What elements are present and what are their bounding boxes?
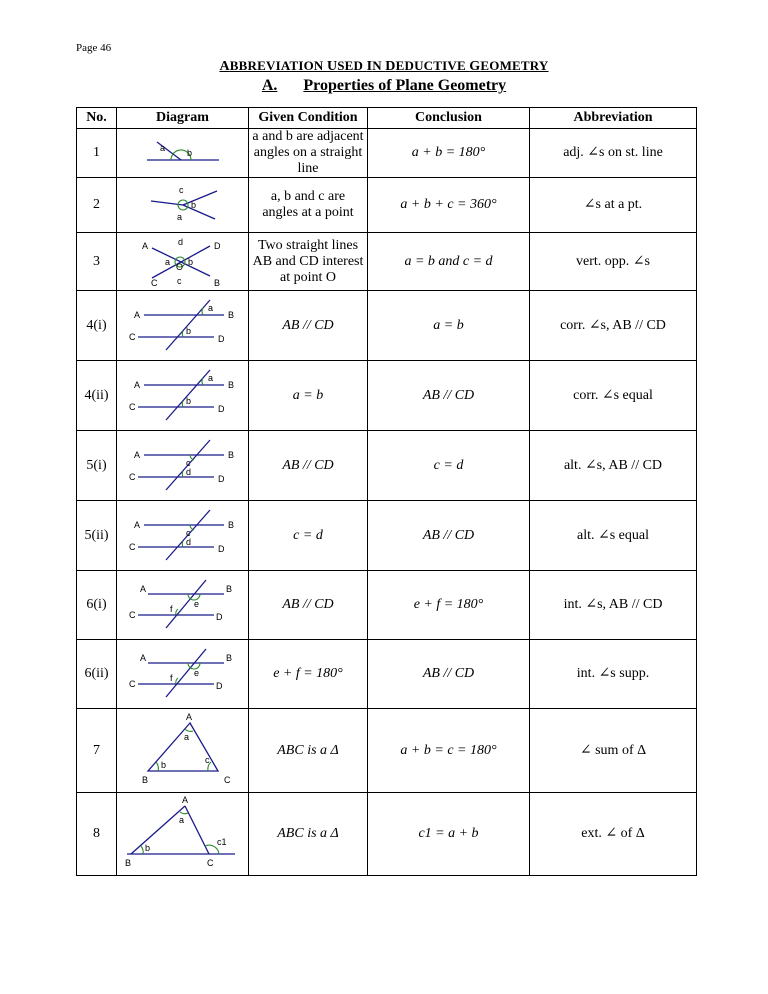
given-condition: a = b: [249, 361, 368, 431]
diagram-label: C: [128, 331, 135, 342]
conclusion: AB // CD: [368, 640, 530, 709]
diagram-label: d: [177, 236, 183, 247]
title-part: I: [366, 59, 373, 74]
diagram-label: f: [169, 673, 173, 683]
diagram-label: c: [185, 457, 190, 468]
diagram-label: D: [213, 240, 220, 251]
diagram-cell: [117, 640, 249, 709]
abbreviation: ∠s at a pt.: [530, 178, 697, 233]
diagram-label: B: [141, 774, 148, 785]
row-number: 7: [77, 709, 117, 793]
diagram-label: C: [223, 774, 230, 785]
diagram-label: C: [128, 541, 135, 552]
diagram-label: D: [215, 681, 222, 691]
given-condition: e + f = 180°: [249, 640, 368, 709]
title-part: N: [372, 58, 386, 73]
conclusion: a = b and c = d: [368, 233, 530, 291]
diagram-label: D: [217, 333, 224, 344]
diagram-label: c1: [216, 837, 227, 847]
angles-at-point-diagram: [143, 185, 223, 225]
diagram-cell: [117, 709, 249, 793]
diagram-label: A: [133, 449, 140, 460]
diagram-label: B: [213, 277, 220, 288]
diagram-label: b: [185, 325, 191, 336]
conclusion: c = d: [368, 431, 530, 501]
diagram-cell: [117, 501, 249, 571]
row-number: 4(ii): [77, 361, 117, 431]
conclusion: a + b = c = 180°: [368, 709, 530, 793]
abbreviation: alt. ∠s equal: [530, 501, 697, 571]
title-part: A: [219, 59, 230, 74]
given-condition: AB // CD: [249, 291, 368, 361]
interior-angles-diagram: [128, 578, 238, 632]
section-letter: A.: [261, 77, 278, 94]
table-row: [77, 501, 697, 571]
diagram-label: A: [139, 653, 146, 663]
given-condition: ABC is a Δ: [249, 709, 368, 793]
column-header: Abbreviation: [530, 108, 697, 129]
diagram-label: a: [176, 212, 182, 222]
conclusion: a + b + c = 360°: [368, 178, 530, 233]
diagram-label: C: [128, 679, 135, 689]
title-part: G: [469, 59, 481, 74]
diagram-label: O: [175, 261, 183, 272]
diagram-cell: [117, 129, 249, 178]
conclusion: AB // CD: [368, 501, 530, 571]
diagram-label: B: [124, 858, 131, 868]
title-part: EDUCTIVE: [395, 58, 470, 73]
diagram-label: C: [206, 858, 213, 868]
conclusion: e + f = 180°: [368, 571, 530, 640]
given-condition: ABC is a Δ: [249, 793, 368, 876]
diagram-label: f: [169, 604, 173, 614]
diagram-label: A: [133, 519, 140, 530]
vertical-angles-diagram: [138, 236, 228, 288]
exterior-angle-triangle-diagram: [123, 796, 243, 872]
diagram-label: C: [128, 471, 135, 482]
diagram-cell: [117, 178, 249, 233]
table-row: [77, 431, 697, 501]
diagram-label: e: [193, 668, 199, 678]
diagram-label: c: [176, 275, 181, 286]
diagram-label: d: [185, 536, 191, 547]
abbreviation: alt. ∠s, AB // CD: [530, 431, 697, 501]
diagram-label: B: [227, 309, 234, 320]
diagram-label: c: [178, 185, 183, 195]
diagram-label: D: [217, 543, 224, 554]
diagram-cell: [117, 431, 249, 501]
diagram-label: A: [133, 309, 140, 320]
title-part: BBREVIATION: [229, 58, 327, 73]
table-header-row: [77, 108, 697, 129]
column-header: Given Condition: [249, 108, 368, 129]
diagram-label: d: [185, 466, 191, 477]
conclusion: c1 = a + b: [368, 793, 530, 876]
abbreviation: int. ∠s, AB // CD: [530, 571, 697, 640]
conclusion: AB // CD: [368, 361, 530, 431]
column-header: No.: [77, 108, 117, 129]
column-header: Diagram: [117, 108, 249, 129]
angle-sum-triangle-diagram: [128, 713, 238, 789]
table-row: [77, 129, 697, 178]
properties-table: [76, 107, 697, 876]
given-condition: AB // CD: [249, 431, 368, 501]
table-row: [77, 793, 697, 876]
diagram-label: C: [150, 277, 157, 288]
diagram-label: a: [159, 143, 165, 153]
diagram-label: e: [193, 599, 199, 609]
row-number: 5(ii): [77, 501, 117, 571]
row-number: 4(i): [77, 291, 117, 361]
alternate-angles-diagram: [128, 508, 238, 564]
given-condition: AB // CD: [249, 571, 368, 640]
conclusion: a = b: [368, 291, 530, 361]
diagram-label: a: [207, 302, 213, 313]
table-row: [77, 640, 697, 709]
abbreviation: corr. ∠s equal: [530, 361, 697, 431]
diagram-cell: [117, 793, 249, 876]
title-part: U: [326, 59, 338, 74]
diagram-label: b: [187, 256, 193, 267]
abbreviation: vert. opp. ∠s: [530, 233, 697, 291]
corresponding-angles-diagram: [128, 298, 238, 354]
table-row: [77, 291, 697, 361]
diagram-label: A: [181, 795, 188, 805]
column-header: Conclusion: [368, 108, 530, 129]
row-number: 5(i): [77, 431, 117, 501]
abbreviation: adj. ∠s on st. line: [530, 129, 697, 178]
diagram-label: a: [178, 815, 184, 825]
diagram-label: a: [164, 256, 170, 267]
diagram-label: C: [128, 610, 135, 620]
table-row: [77, 361, 697, 431]
diagram-label: b: [185, 395, 191, 406]
page-number: Page 46: [76, 42, 112, 54]
given-condition: a, b and c are angles at a point: [249, 178, 368, 233]
diagram-label: C: [128, 401, 135, 412]
interior-angles-diagram: [128, 647, 238, 701]
diagram-label: D: [215, 612, 222, 622]
row-number: 6(i): [77, 571, 117, 640]
diagram-label: b: [144, 843, 150, 853]
table-row: [77, 571, 697, 640]
diagram-label: A: [141, 240, 148, 251]
diagram-label: D: [217, 403, 224, 414]
diagram-label: B: [227, 449, 234, 460]
row-number: 6(ii): [77, 640, 117, 709]
abbreviation: int. ∠s supp.: [530, 640, 697, 709]
document-title: [0, 58, 768, 75]
conclusion: a + b = 180°: [368, 129, 530, 178]
diagram-label: B: [225, 584, 232, 594]
section-heading: [0, 77, 768, 95]
table-row: [77, 233, 697, 291]
corresponding-angles-diagram: [128, 368, 238, 424]
table-row: [77, 178, 697, 233]
row-number: 2: [77, 178, 117, 233]
diagram-label: c: [185, 527, 190, 538]
diagram-label: A: [139, 584, 146, 594]
abbreviation: ext. ∠ of Δ: [530, 793, 697, 876]
diagram-label: b: [190, 200, 196, 210]
diagram-label: b: [160, 759, 166, 770]
diagram-label: a: [207, 372, 213, 383]
alternate-angles-diagram: [128, 438, 238, 494]
diagram-label: A: [133, 379, 140, 390]
title-part: EOMETRY: [480, 58, 549, 73]
diagram-label: D: [217, 473, 224, 484]
given-condition: Two straight lines AB and CD interest at point O: [249, 233, 368, 291]
diagram-cell: [117, 571, 249, 640]
diagram-label: B: [227, 519, 234, 530]
abbreviation: ∠ sum of Δ: [530, 709, 697, 793]
row-number: 1: [77, 129, 117, 178]
diagram-label: B: [227, 379, 234, 390]
row-number: 3: [77, 233, 117, 291]
diagram-label: B: [225, 653, 232, 663]
title-part: SED: [337, 58, 367, 73]
abbreviation: corr. ∠s, AB // CD: [530, 291, 697, 361]
diagram-cell: [117, 233, 249, 291]
diagram-label: b: [186, 148, 192, 158]
diagram-cell: [117, 291, 249, 361]
title-part: D: [385, 59, 396, 74]
row-number: 8: [77, 793, 117, 876]
given-condition: a and b are adjacent angles on a straight line: [249, 129, 368, 178]
diagram-label: A: [185, 711, 192, 722]
given-condition: c = d: [249, 501, 368, 571]
diagram-label: c: [204, 754, 209, 765]
table-row: [77, 709, 697, 793]
section-title: Properties of Plane Geometry: [303, 77, 507, 94]
diagram-label: a: [183, 731, 189, 742]
diagram-cell: [117, 361, 249, 431]
adjacent-angles-diagram: [143, 138, 223, 168]
